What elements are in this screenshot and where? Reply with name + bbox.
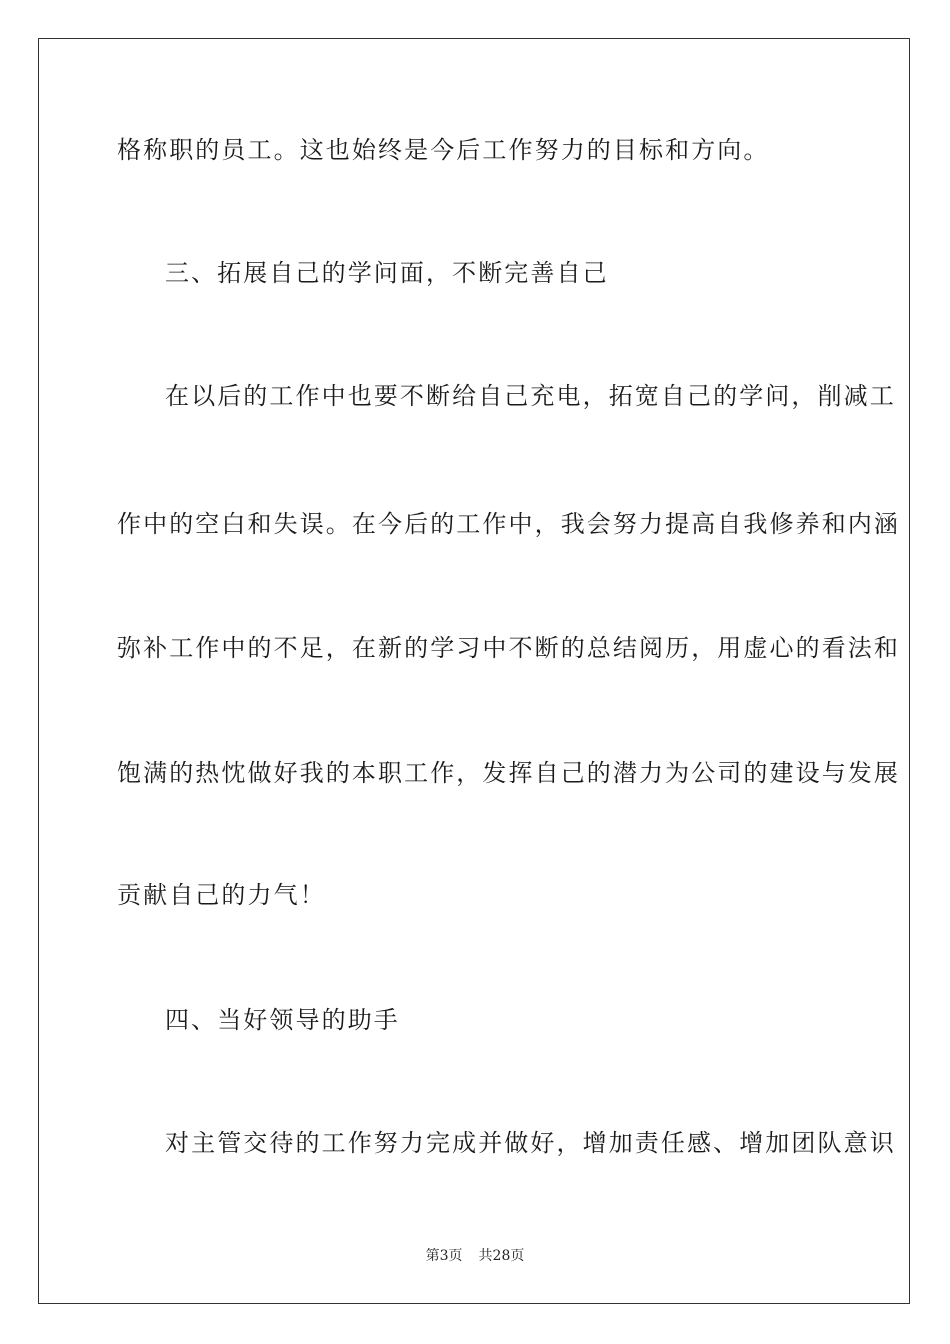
section-heading-4: 四、当好领导的助手 <box>165 1006 400 1034</box>
page-total: 共28页 <box>478 1248 525 1264</box>
body-text-line: 贡献自己的力气！ <box>117 881 326 909</box>
body-text-line: 格称职的员工。这也始终是今后工作努力的目标和方向。 <box>117 136 770 164</box>
body-text-line: 对主管交待的工作努力完成并做好，增加责任感、增加团队意识 <box>165 1129 896 1157</box>
body-text-line: 饱满的热忱做好我的本职工作，发挥自己的潜力为公司的建设与发展 <box>117 759 900 787</box>
body-text-line: 作中的空白和失误。在今后的工作中，我会努力提高自我修养和内涵 <box>117 510 900 538</box>
body-text-line: 弥补工作中的不足，在新的学习中不断的总结阅历，用虚心的看法和 <box>117 634 900 662</box>
page-number: 第3页 <box>425 1248 463 1264</box>
body-text-line: 在以后的工作中也要不断给自己充电，拓宽自己的学问，削减工 <box>165 382 896 410</box>
page-footer <box>0 1247 950 1265</box>
page-border <box>38 38 910 1304</box>
section-heading-3: 三、拓展自己的学问面，不断完善自己 <box>165 259 609 287</box>
